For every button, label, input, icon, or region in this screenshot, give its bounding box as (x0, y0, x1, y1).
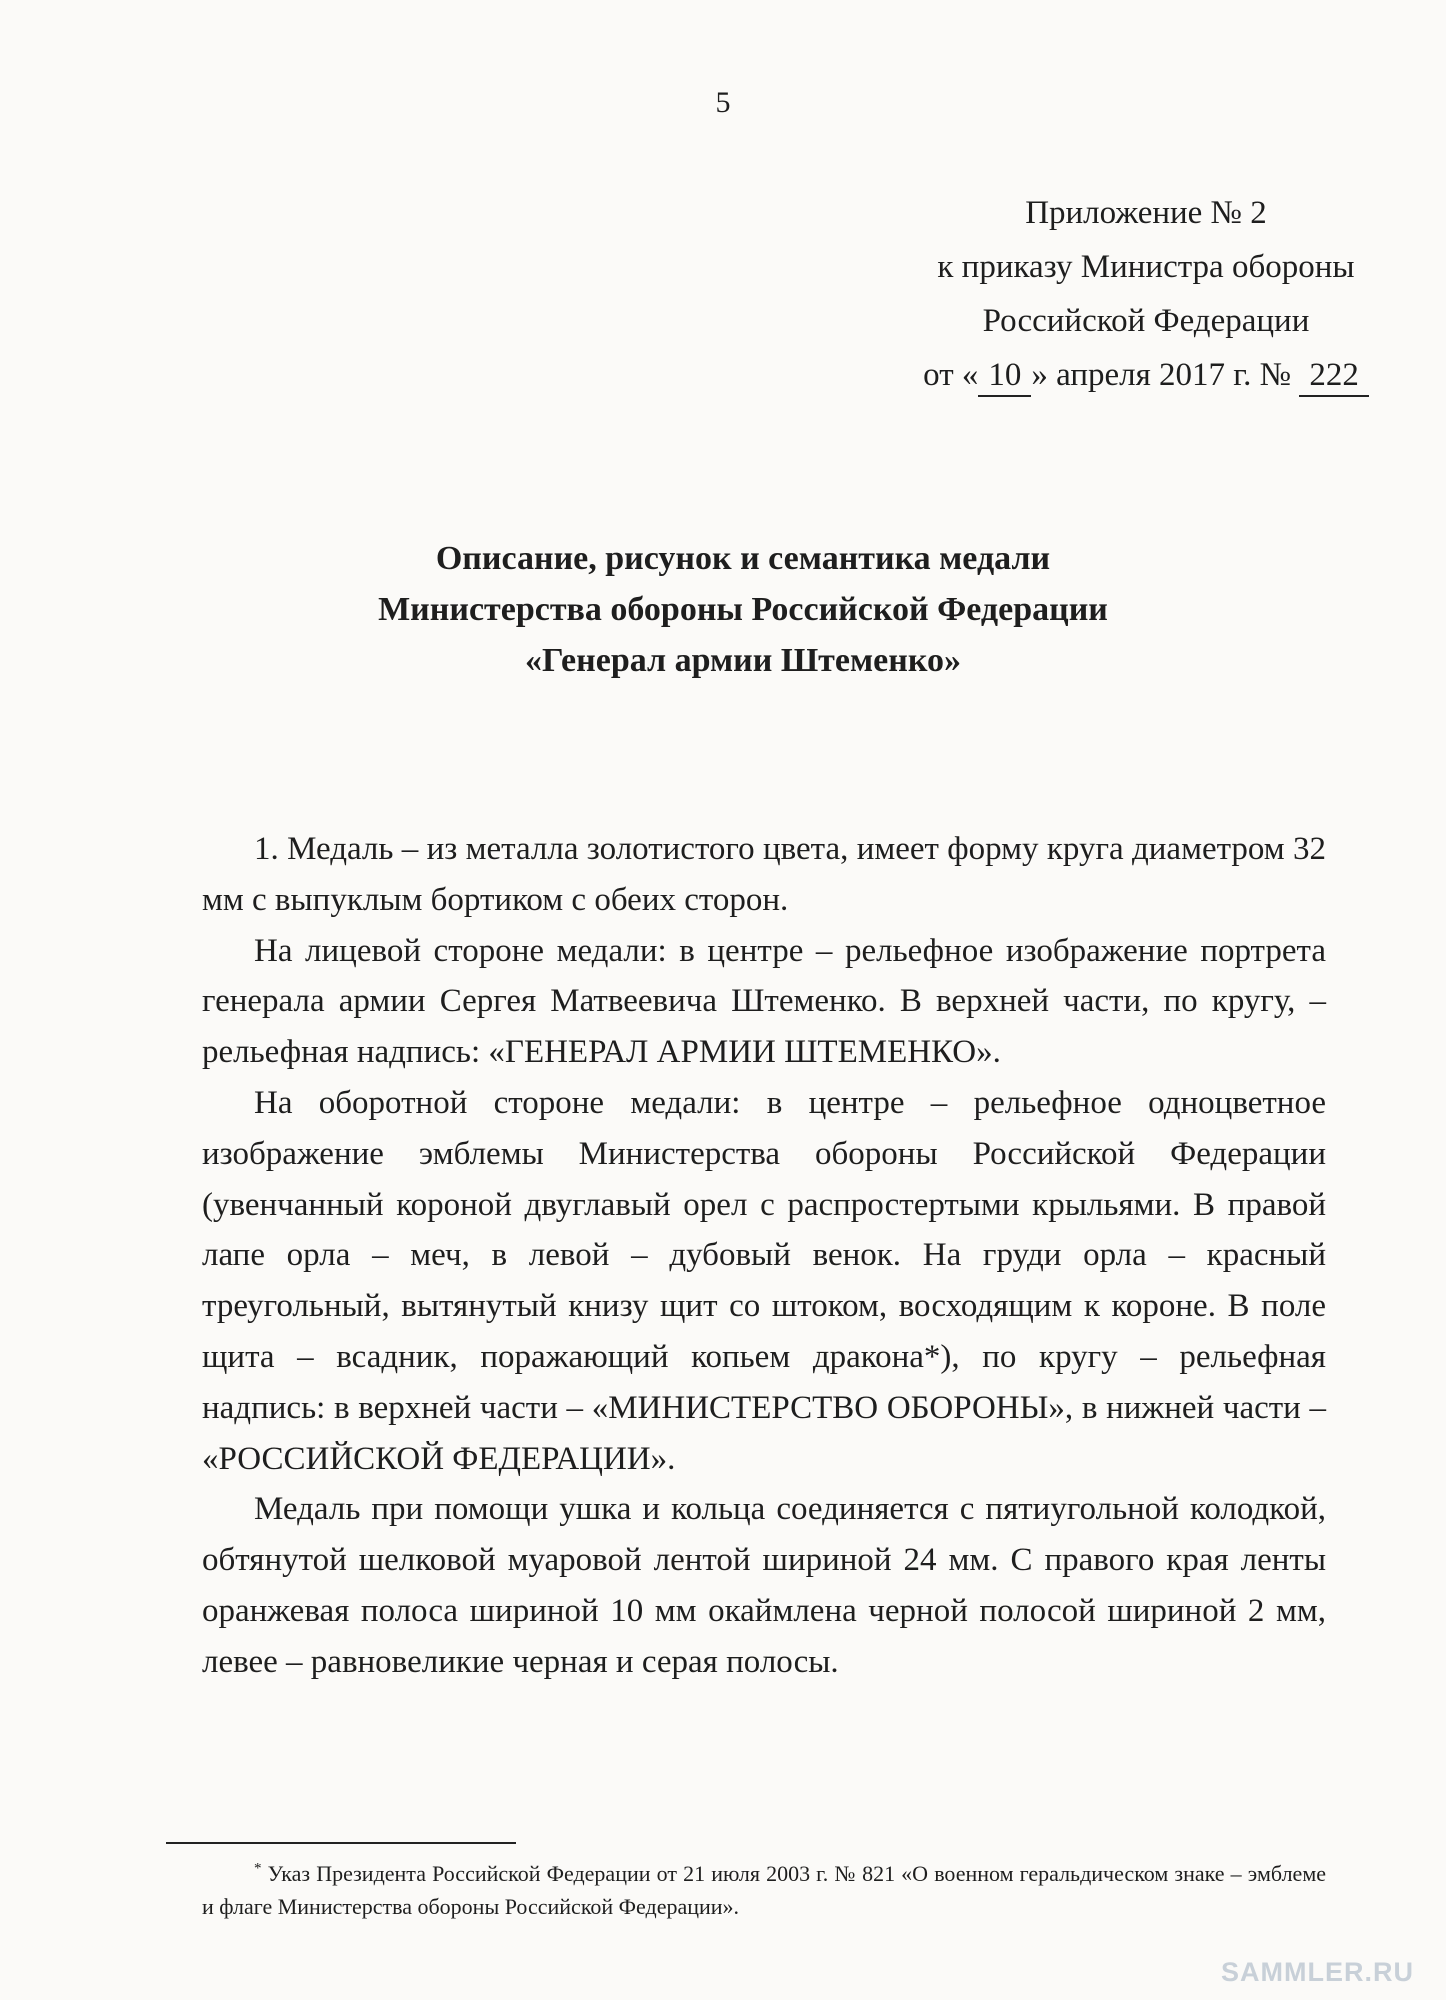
document-title (160, 533, 1326, 686)
title-line-2: Министерства обороны Российской Федерации (378, 591, 1108, 628)
appendix-order-ref: к приказу Министра обороны (937, 249, 1355, 285)
date-day: 10 (978, 355, 1031, 397)
appendix-header (140, 186, 1446, 402)
footnote-marker: * (254, 1860, 262, 1877)
paragraph-material: 1. Медаль – из металла золотистого цвета, имеет форму круга диаметром 32 мм с выпуклым бортиком с обеих сторон. (202, 831, 1326, 918)
order-number: 222 (1299, 355, 1369, 397)
paragraph-reverse: На оборотной стороне медали: в центре – рельефное одноцветное изображение эмблемы Министерства обороны Российской Федерации (увенчанный короной двуглавый орел с распростертыми крыльями. В правой лапе орла – меч, в левой – дубовый венок. На груди орла – красный треугольный, вытянутый книзу щит со штоком, восходящим к короне. В поле щита – всадник, поражающий копьем дракона*), по кругу – рельефная надпись: в верхней части – «МИНИСТЕРСТВО ОБОРОНЫ», в нижней части – «РОССИЙСКОЙ ФЕДЕРАЦИИ». (202, 1084, 1326, 1477)
watermark: SAMMLER.RU (1221, 1957, 1414, 1987)
date-middle: » апреля 2017 г. № (1031, 357, 1292, 393)
footnote (202, 1857, 1326, 1923)
paragraph-obverse: На лицевой стороне медали: в центре – рельефное изображение портрета генерала армии Сергея Матвеевича Штеменко. В верхней части, по кругу, – рельефная надпись: «ГЕНЕРАЛ АРМИИ ШТЕМЕНКО». (202, 932, 1326, 1071)
appendix-number: Приложение № 2 (1025, 195, 1267, 231)
date-prefix: от « (923, 357, 979, 393)
footnote-text: Указ Президента Российской Федерации от 21 июля 2003 г. № 821 «О военном геральдическом знаке – эмблеме и флаге Министерства обороны Российской Федерации». (202, 1861, 1327, 1919)
page-number: 5 (715, 86, 731, 119)
appendix-federation: Российской Федерации (982, 303, 1310, 339)
title-line-1: Описание, рисунок и семантика медали (435, 540, 1051, 577)
body-text (202, 824, 1326, 1688)
title-line-3: «Генерал армии Штеменко» (525, 642, 961, 679)
paragraph-ribbon: Медаль при помощи ушка и кольца соединяется с пятиугольной колодкой, обтянутой шелковой муаровой лентой шириной 24 мм. С правого края ленты оранжевая полоса шириной 10 мм окаймлена черной полосой шириной 2 мм, левее – равновеликие черная и серая полосы. (202, 1491, 1326, 1680)
appendix-date (866, 348, 1426, 402)
footnote-divider (166, 1842, 516, 1844)
